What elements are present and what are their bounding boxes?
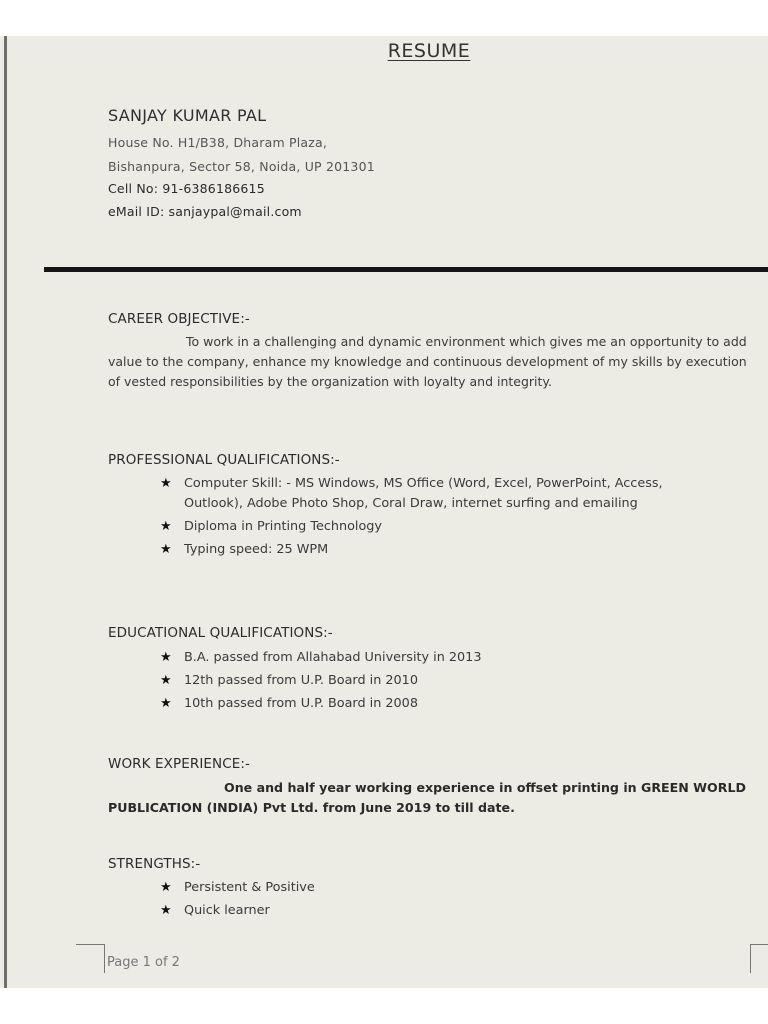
address-line-2: Bishanpura, Sector 58, Noida, UP 201301 [108, 159, 375, 174]
star-bullet-icon: ★ [160, 673, 172, 688]
top-margin [0, 0, 768, 36]
strengths-heading: STRENGTHS:- [108, 856, 201, 872]
star-bullet-icon: ★ [160, 903, 172, 918]
career-objective-text [108, 332, 748, 392]
cell-number: Cell No: 91-6386186615 [108, 181, 265, 196]
star-bullet-icon: ★ [160, 650, 172, 665]
work-experience-text [108, 778, 748, 818]
career-objective-heading: CAREER OBJECTIVE:- [108, 311, 250, 327]
bottom-margin [0, 988, 768, 1024]
list-item: ★ Quick learner [160, 901, 720, 921]
section-divider [44, 267, 768, 272]
list-item: ★ 12th passed from U.P. Board in 2010 [160, 671, 720, 691]
list-item: ★ Diploma in Printing Technology [160, 517, 720, 537]
address-line-1: House No. H1/B38, Dharam Plaza, [108, 135, 328, 150]
document-title: RESUME [387, 40, 471, 62]
candidate-name: SANJAY KUMAR PAL [108, 106, 267, 125]
page-corner-mark-left [76, 944, 105, 973]
list-item: ★ 10th passed from U.P. Board in 2008 [160, 694, 720, 714]
star-bullet-icon: ★ [160, 476, 172, 491]
work-experience-body: One and half year working experience in offset printing in GREEN WORLD PUBLICATION (INDIA) Pvt Ltd. from June 2019 to till date. [108, 780, 746, 815]
star-bullet-icon: ★ [160, 696, 172, 711]
professional-qualifications-heading: PROFESSIONAL QUALIFICATIONS:- [108, 452, 340, 468]
list-item: ★ Computer Skill: - MS Windows, MS Office (Word, Excel, PowerPoint, Access, Outlook), Adobe Photo Shop, Coral Draw, internet surfing and emailing [160, 476, 663, 511]
list-item: ★ Typing speed: 25 WPM [160, 540, 720, 560]
list-item: ★ Persistent & Positive [160, 878, 720, 898]
career-objective-body: To work in a challenging and dynamic environment which gives me an opportunity to add value to the company, enhance my knowledge and continuous development of my skills by execution of vested responsibilities by the organization with loyalty and integrity. [108, 334, 747, 389]
star-bullet-icon: ★ [160, 880, 172, 895]
work-experience-heading: WORK EXPERIENCE:- [108, 756, 251, 772]
educational-qualifications-heading: EDUCATIONAL QUALIFICATIONS:- [108, 625, 333, 641]
page-number: Page 1 of 2 [107, 955, 180, 970]
strengths-list [160, 878, 720, 924]
educational-qualifications-list [160, 648, 720, 717]
star-bullet-icon: ★ [160, 519, 172, 534]
professional-qualifications-list [160, 474, 720, 563]
page-left-border [4, 36, 7, 988]
email-address: eMail ID: sanjaypal@mail.com [108, 204, 302, 219]
page-corner-mark-right [750, 944, 768, 973]
star-bullet-icon: ★ [160, 542, 172, 557]
list-item: ★ B.A. passed from Allahabad University in 2013 [160, 648, 720, 668]
